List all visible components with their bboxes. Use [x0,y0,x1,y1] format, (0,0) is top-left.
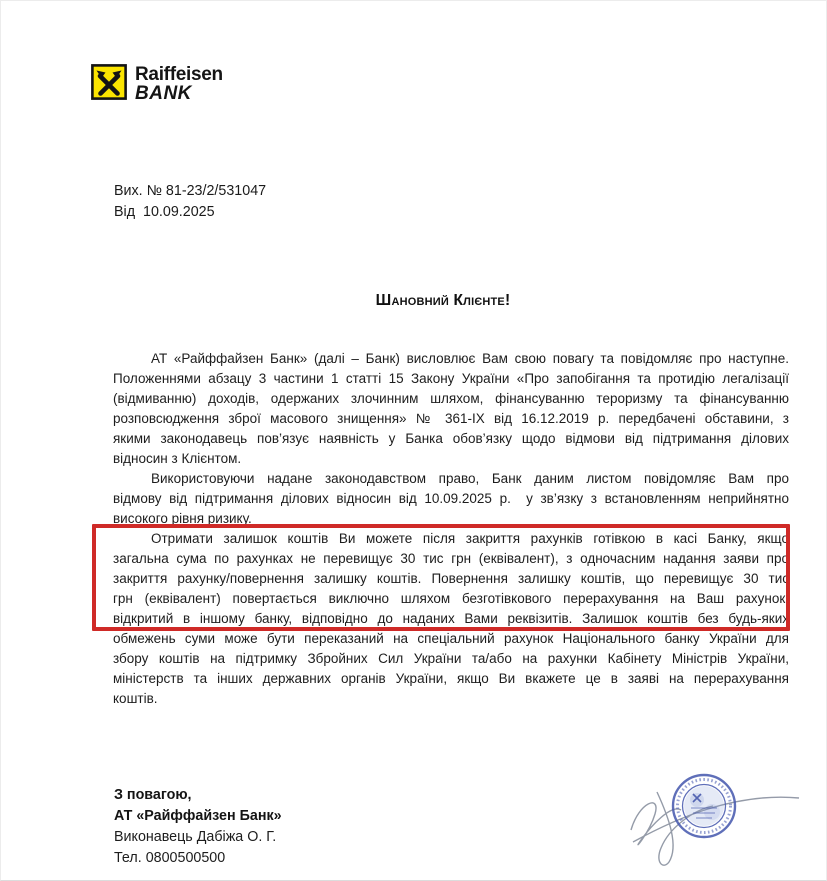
raiffeisen-gable-cross-icon [91,64,127,100]
reference-block [114,181,266,223]
stamp-and-signature [613,758,813,876]
salutation: Шановний Клієнте! [375,292,511,309]
body-line: відкритий в іншому банку, відповідно до наданих Вами реквізитів. Залишок коштів без будь-яких [113,611,789,626]
signature-block [114,785,282,869]
body-line: Положеннями абзацу 3 частини 1 статті 15 Закону України «Про запобігання та протидію легалізації [113,371,789,386]
body-line: загальна сума по рахунках не перевищує 30 тис грн (еквівалент), з одночасним надання заяви про [113,551,789,566]
body-line: обмежень суми може бути переказаний на спеціальний рахунок Національного банку України для [113,631,789,646]
brand-text [135,64,223,104]
raiffeisen-logo [91,64,223,104]
body-line: збору коштів на підтримку Збройних Сил України та/або на рахунки Кабінету Міністрів України, [113,651,789,666]
signature-phone: Тел. 0800500500 [114,850,226,866]
body-line: АТ «Райффайзен Банк» (далі – Банк) висловлює Вам свою повагу та повідомляє про наступне. [151,351,789,366]
body-line: міністерств та інших державних органів України, якщо Ви вкажете це в заяві на перерахування [113,671,789,686]
signature-company: АТ «Райффайзен Банк» [114,808,282,824]
body-line: закриття рахунку/повернення залишку коштів. Повернення залишку коштів, що перевищує 30 тис [113,571,789,586]
body-line: грн (еквівалент) повертається виключно шляхом безготівкового перерахування на Ваш рахунок, [113,591,789,606]
body-line: відносин з Клієнтом. [113,451,242,466]
body-line: відмову від підтримання ділових відносин від 10.09.2025 р. у зв’язку з встановленням неприйнятно [113,491,789,506]
signature-executor: Виконавець Дабіжа О. Г. [114,829,277,845]
ref-date: Від 10.09.2025 [114,204,215,220]
body-line: Використовуючи надане законодавством право, Банк даним листом повідомляє Вам про [151,471,789,486]
letter-body [113,349,789,709]
body-line: (відмиванню) доходів, одержаних злочинним шляхом, фінансуванню тероризму та фінансуванню [113,391,789,406]
body-line: високого рівня ризику. [113,511,252,526]
ref-number: Вих. № 81-23/2/531047 [114,183,267,199]
brand-name: Raiffeisen [135,64,223,85]
body-line: розповсюдження зброї масового знищення» № 361-ІХ від 16.12.2019 р. передбачені обставини, з [113,411,789,426]
bank-round-stamp [613,758,813,876]
body-line: коштів. [113,691,158,706]
body-line: якими законодавець пов’язує наявність у Банка обов’язку щодо відмови від підтримання ділових [113,431,789,446]
signature-closing: З повагою, [114,787,192,803]
body-line: Отримати залишок коштів Ви можете після закриття рахунків готівкою в касі Банку, якщо [151,531,789,546]
brand-sub: BANK [135,83,192,105]
